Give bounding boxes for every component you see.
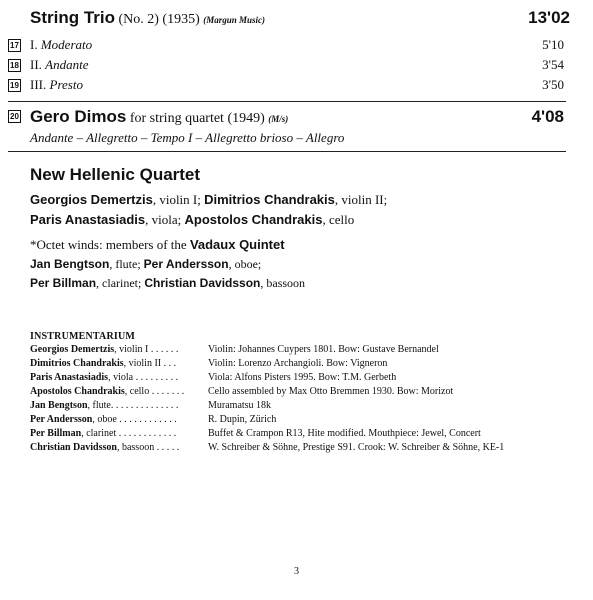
movement-row: [8, 77, 564, 95]
movement-row: [8, 37, 564, 55]
work-title: String Trio: [30, 8, 115, 27]
work-publisher: (M/s): [268, 114, 289, 124]
instrumentarium-row: Dimitrios Chandrakis, violin II . . . Violin: Lorenzo Archangioli. Bow: Vigneron: [30, 358, 388, 369]
divider: [8, 151, 566, 152]
divider: [8, 101, 566, 102]
quartet-members-line-2: Paris Anastasiadis, viola; Apostolos Chandrakis, cello: [30, 212, 355, 227]
work-header-gero-dimos: [8, 108, 564, 130]
movement-duration: 3'54: [542, 57, 564, 72]
movement-duration: 3'50: [542, 77, 564, 92]
instrumentarium-row: Christian Davidsson, bassoon . . . . . W. Schreiber & Söhne, Prestige S91. Crook: W. Schreiber & Söhne, KE-1: [30, 442, 505, 453]
work-duration: 4'08: [531, 107, 564, 126]
ensemble-name: New Hellenic Quartet: [30, 165, 201, 184]
work-duration: 13'02: [528, 8, 570, 27]
instrumentarium-row: Per Billman, clarinet . . . . . . . . . . . . Buffet & Crampon R13, Hite modified. Mouthpiece: Jewel, Concert: [30, 428, 481, 439]
movement-title: I. Moderato: [30, 37, 93, 52]
movement-duration: 5'10: [542, 37, 564, 52]
octet-winds-line: *Octet winds: members of the Vadaux Quintet: [30, 237, 285, 252]
instrumentarium-heading: INSTRUMENTARIUM: [30, 331, 136, 342]
winds-line-1: Jan Bengtson, flute; Per Andersson, oboe;: [30, 257, 262, 271]
work-subtitle: (No. 2) (1935): [115, 12, 204, 27]
track-number: 20: [8, 110, 21, 123]
work-title-line: [30, 107, 288, 127]
movement-row: [8, 57, 564, 75]
work-subtitle: for string quartet (1949): [126, 111, 269, 126]
page-number: 3: [294, 566, 299, 577]
work-header-string-trio: [30, 8, 570, 28]
movement-title: III. Presto: [30, 77, 83, 92]
work-publisher: (Margun Music): [203, 15, 266, 25]
quartet-members-line-1: Georgios Demertzis, violin I; Dimitrios Chandrakis, violin II;: [30, 192, 388, 207]
track-number: 17: [8, 39, 21, 52]
track-number: 19: [8, 79, 21, 92]
instrumentarium-row: Jan Bengtson, flute. . . . . . . . . . . . . . Muramatsu 18k: [30, 400, 272, 411]
track-number: 18: [8, 59, 21, 72]
instrumentarium-row: Per Andersson, oboe . . . . . . . . . . . . R. Dupin, Zürich: [30, 414, 277, 425]
instrumentarium-row: Apostolos Chandrakis, cello . . . . . . . Cello assembled by Max Otto Bremmen 1930. Bow: Morizot: [30, 386, 454, 397]
work-title: Gero Dimos: [30, 107, 127, 126]
instrumentarium-row: Paris Anastasiadis, viola . . . . . . . . . Viola: Alfons Pisters 1995. Bow: T.M. Gerbeth: [30, 372, 397, 383]
movement-title: II. Andante: [30, 57, 89, 72]
tempo-markings: Andante – Allegretto – Tempo I – Allegretto brioso – Allegro: [30, 130, 345, 145]
instrumentarium-row: Georgios Demertzis, violin I . . . . . . Violin: Johannes Cuypers 1801. Bow: Gustave Bernandel: [30, 344, 439, 355]
winds-line-2: Per Billman, clarinet; Christian Davidsson, bassoon: [30, 276, 306, 290]
